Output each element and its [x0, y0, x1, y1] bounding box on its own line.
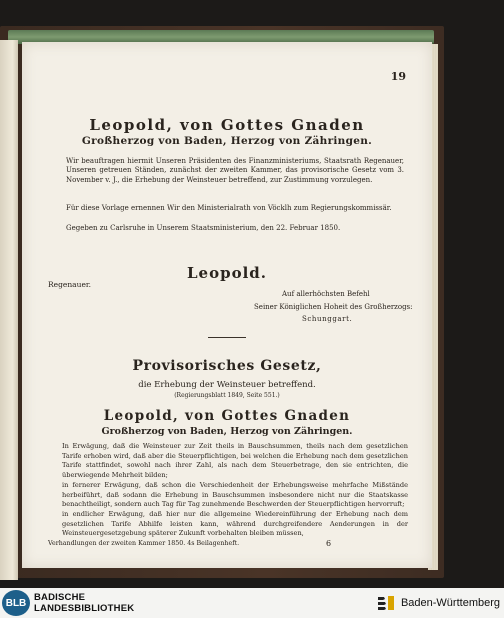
law-paragraph: in endlicher Erwägung, daß hier nur die allgemeine Wiedereinführung der Erhebung nach dem gesetzlichen Tarife Abhilfe leisten kann, während durchgreifendere Aenderungen in der Weinsteuergesetzgebung späterer Zukunft vorbehalten bleiben müssen,: [62, 509, 408, 538]
command-line-1: Auf allerhöchsten Befehl: [282, 290, 370, 298]
paragraph-1: Wir beauftragen hiermit Unseren Präsidenten des Finanzministeriums, Staatsrath Regenauer, Unseren getreuen Ständen, zunächst der zweiten Kammer, das provisorische Gesetz vom 3. November v. J., die Erhebung der Weinsteuer betreffend, zur Zustimmung vorzulegen.: [66, 157, 404, 184]
section-title: Leopold, von Gottes Gnaden: [103, 408, 351, 424]
blb-name[interactable]: [34, 592, 134, 614]
command-line-2: Seiner Königlichen Hoheit des Großherzogs:: [254, 303, 413, 311]
book-left-pages: [0, 40, 18, 580]
section-reference: (Regierungsblatt 1849, Seite 551.): [174, 392, 280, 399]
page-title: Leopold, von Gottes Gnaden: [89, 116, 365, 134]
law-body: [48, 442, 408, 539]
footer-banner: [0, 588, 504, 618]
section-title-sub: Großherzog von Baden, Herzog von Zähringen.: [101, 426, 353, 437]
blb-name-line-1: BADISCHE: [34, 592, 86, 603]
bw-logo[interactable]: [375, 593, 500, 613]
section-subheading: die Erhebung der Weinsteuer betreffend.: [138, 380, 316, 390]
countersignature: Regenauer.: [48, 280, 92, 289]
blb-name-line-2: LANDESBIBLIOTHEK: [34, 603, 135, 614]
signature: Leopold.: [187, 264, 267, 282]
signature-mark: 6: [326, 539, 332, 548]
lions-crest-icon: [375, 593, 397, 613]
section-divider: [208, 337, 246, 338]
paragraph-3: Gegeben zu Carlsruhe in Unserem Staatsministerium, den 22. Februar 1850.: [66, 224, 341, 232]
section-heading: Provisorisches Gesetz,: [132, 358, 322, 374]
blb-logo-icon[interactable]: BLB: [2, 590, 30, 616]
law-paragraph: In Erwägung, daß die Weinsteuer zur Zeit theils in Bauschsummen, theils nach dem gesetzlichen Tarife erhoben wird, daß aber die Steuerpflichtigen, bei welchen die Erhebung nach dem gesetzlichen Tarife stattfindet, sowohl nach ihrer Zahl, als nach dem Steuerbetrage, den sie entrichten, die überwiegende Mehrheit bilden;: [62, 442, 408, 480]
law-paragraph: in fernerer Erwägung, daß schon die Verschiedenheit der Erhebungsweise mehrfache Mißstände herbeiführt, daß sodann die Erhebung in Bauschsummen insbesondere nicht nur die Staatskasse benachtheiligt, sondern auch Tag für Tag zunehmende Beschwerden der Steuerpflichtigen hervorruft;: [62, 480, 408, 509]
page-number: 19: [390, 70, 406, 83]
document-page: [22, 42, 432, 568]
bw-label: Baden-Württemberg: [400, 597, 500, 609]
paragraph-2: Für diese Vorlage ernennen Wir den Ministerialrath von Vöcklh zum Regierungskommissär.: [66, 204, 392, 212]
page-footer: Verhandlungen der zweiten Kammer 1850. 4s Beilagenheft.: [48, 540, 240, 547]
command-line-3: Schunggart.: [302, 315, 353, 323]
page-subtitle: Großherzog von Baden, Herzog von Zähringen.: [81, 135, 373, 147]
